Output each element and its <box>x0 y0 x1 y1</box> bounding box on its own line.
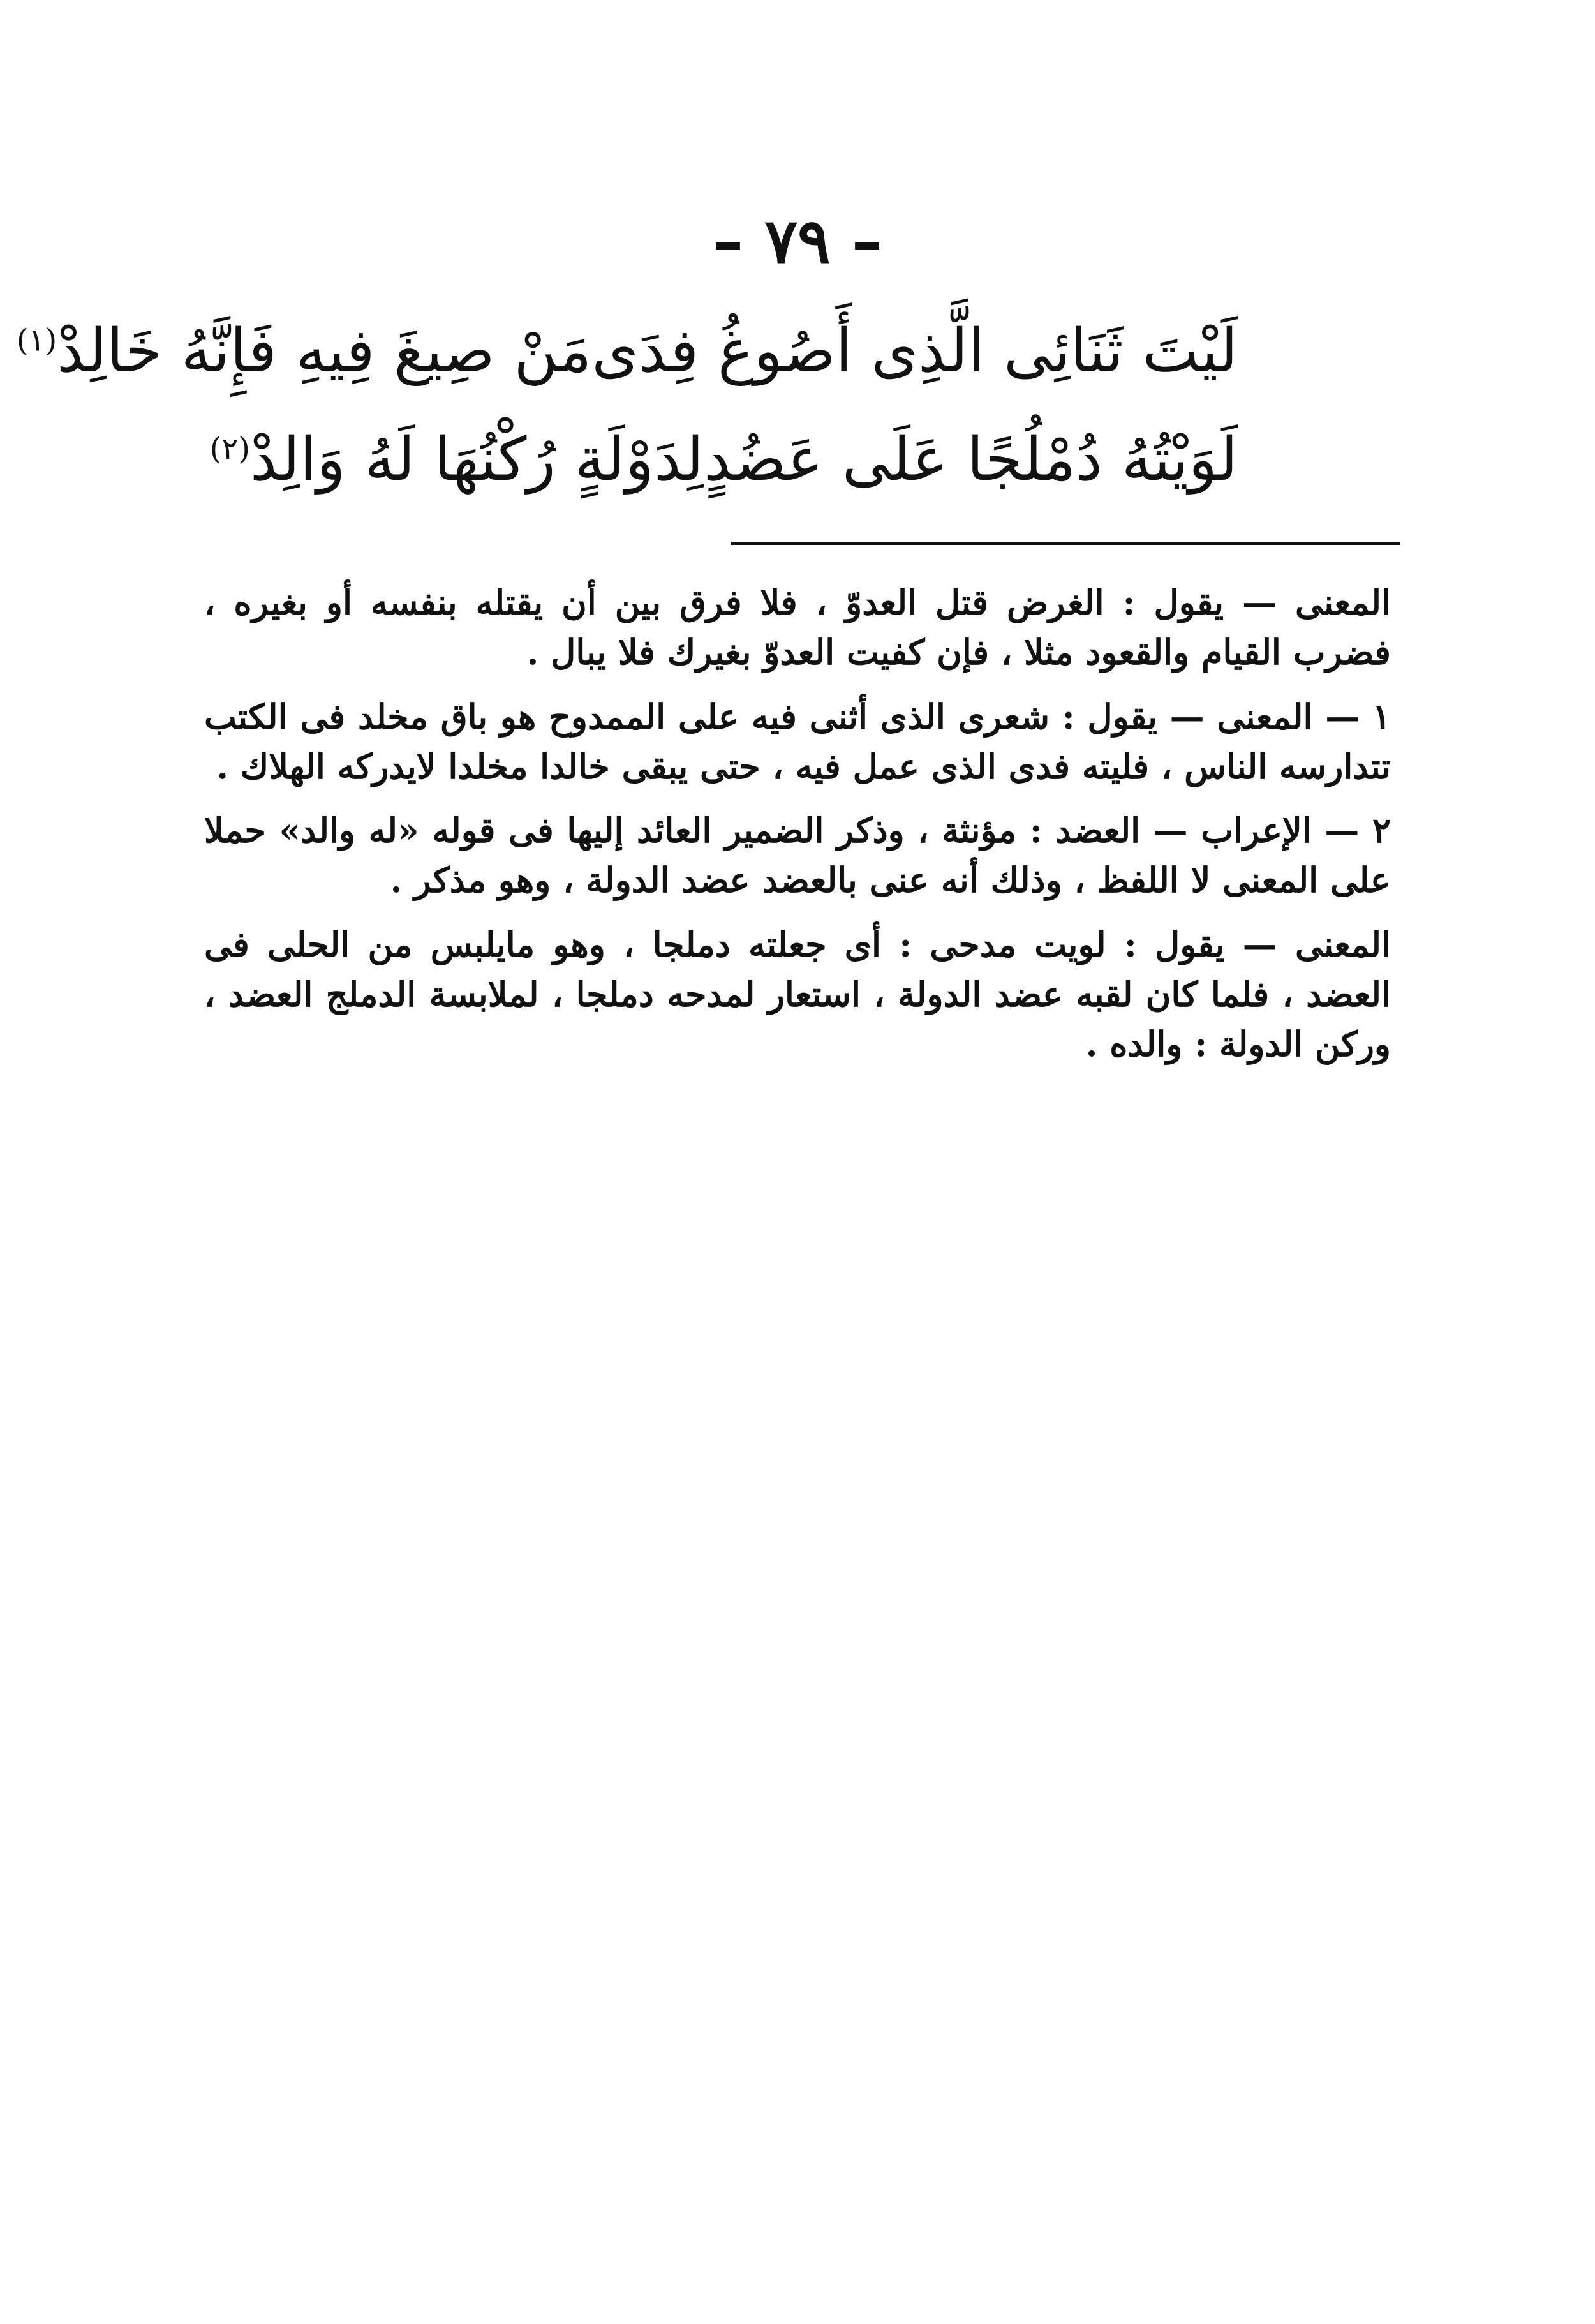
note-2-meaning: المعنى — يقول : لويت مدحى : أى جعلته دملجا ، وهو مايلبس من الحلى فى العضد ، فلما كان لقبه عضد الدولة ، استعار لمدحه دملجا ، لملابسة الدملج العضد ، وركن الدولة : والده . <box>204 923 1391 1065</box>
page-number: – ٧٩ – <box>713 205 882 277</box>
note-1-meaning: ١ — المعنى — يقول : شعرى الذى أثنى فيه على الممدوح هو باق مخلد فى الكتب تتدارسه الناس ، فليته فدى الذى عمل فيه ، حتى يبقى خالدا مخلدا لايدركه الهلاك . <box>204 696 1391 787</box>
footnote-mark-1: (١) <box>16 322 57 359</box>
verse-1 <box>16 316 1238 424</box>
footnote-mark-2: (٢) <box>209 431 251 467</box>
verse-1-second-text: مَنْ صِيغَ فِيهِ فَإِنَّهُ خَالِدْ <box>57 317 592 386</box>
verse-1-second-hemistich <box>17 316 591 388</box>
verse-2-second-hemistich <box>210 424 704 496</box>
verse-1-first-text: لَيْتَ ثَنَائِى الَّذِى أَصُوغُ فِدَى <box>591 317 1238 386</box>
verse-2-first-hemistich <box>704 424 1238 496</box>
note-2-grammar: ٢ — الإعراب — العضد : مؤنثة ، وذكر الضمير العائد إليها فى قوله «له والد» حملا على المعنى لا اللفظ ، وذلك أنه عنى بالعضد عضد الدولة ، وهو مذكر . <box>204 810 1391 901</box>
poem-verses <box>16 316 1238 533</box>
verse-2-first-text: لَوَيْتُهُ دُمْلُجًا عَلَى عَضُدٍ <box>704 425 1238 495</box>
verse-1-first-hemistich <box>591 316 1238 388</box>
commentary-notes <box>204 577 1391 1084</box>
verse-2-second-text: لِدَوْلَةٍ رُكْنُهَا لَهُ وَالِدْ <box>250 425 704 495</box>
verse-2 <box>209 424 1238 533</box>
note-meaning-previous: المعنى — يقول : الغرض قتل العدوّ ، فلا فرق بين أن يقتله بنفسه أو بغيره ، فضرب القيام والقعود مثلا ، فإن كفيت العدوّ بغيرك فلا يبال . <box>204 582 1391 673</box>
footnote-divider <box>731 542 1400 545</box>
